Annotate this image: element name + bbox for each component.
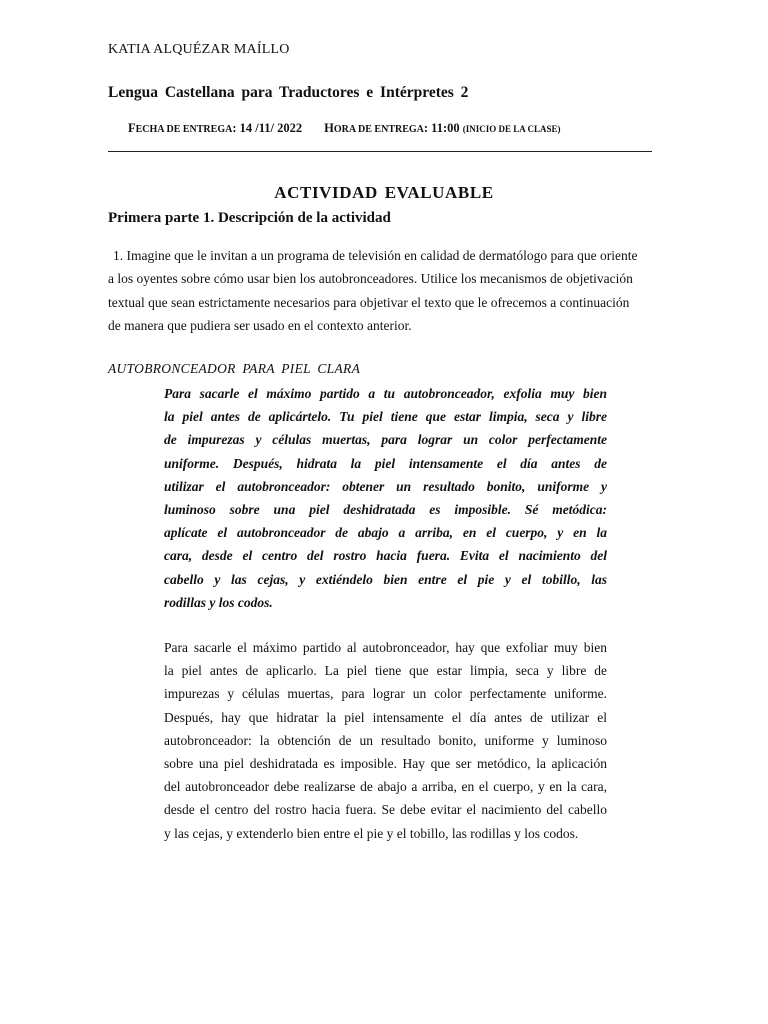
source-text-line: utilizar el autobronceador: obtener un resultado bonito, uniforme y: [164, 478, 607, 494]
instructions-line: a los oyentes sobre cómo usar bien los autobronceadores. Utilice los mecanismos de objetivación: [108, 271, 633, 287]
source-text-line: la piel antes de aplicártelo. Tu piel tiene que estar limpia, seca y libre: [164, 409, 607, 425]
source-text-line: cara, desde el centro del rostro hacia fuera. Evita el nacimiento del: [164, 548, 607, 564]
answer-line: Después, hay que hidratar la piel intensamente el día antes de utilizar el: [164, 709, 607, 725]
course-title: Lengua Castellana para Traductores e Intérpretes 2: [108, 84, 469, 101]
answer-line: desde el centro del rostro hacia fuera. Se debe evitar el nacimiento del cabello: [164, 802, 607, 818]
part-title: Primera parte 1. Descripción de la actividad: [108, 210, 391, 226]
due-time-value: : 11:00: [423, 121, 460, 135]
source-text-line: de impurezas y células muertas, para lograr un color perfectamente: [164, 432, 607, 448]
instructions-line: de manera que pudiera ser usado en el contexto anterior.: [108, 317, 412, 333]
instructions-line: 1. Imagine que le invitan a un programa de televisión en calidad de dermatólogo para que oriente: [113, 248, 638, 263]
instructions-paragraph: [108, 244, 664, 337]
due-date-label: FECHA DE ENTREGA: [128, 121, 233, 135]
answer-line: del autobronceador debe realizarse de abajo a arriba, en el cuerpo, y en la cara,: [164, 779, 607, 795]
source-text-line: rodillas y los codos.: [164, 594, 273, 610]
due-time-label: HORA DE ENTREGA: [324, 121, 424, 135]
author-name: KATIA ALQUÉZAR MAÍLLO: [108, 42, 290, 57]
answer-paragraph: [164, 636, 607, 845]
source-text-line: aplícate el autobronceador de abajo a arriba, en el cuerpo, y en la: [164, 525, 607, 541]
source-text-line: Para sacarle el máximo partido a tu autobronceador, exfolia muy bien: [164, 386, 607, 401]
answer-line: la piel antes de aplicarlo. La piel tiene que estar limpia, seca y libre de: [164, 663, 607, 679]
submission-info: [128, 121, 561, 136]
answer-line: y las cejas, y extenderlo bien entre el pie y el tobillo, las rodillas y los codos.: [164, 825, 579, 841]
due-time-note: (INICIO DE LA CLASE): [462, 124, 561, 134]
source-text-heading: AUTOBRONCEADOR PARA PIEL CLARA: [108, 361, 361, 376]
instructions-line: textual que sean estrictamente necesarios para objetivar el texto que le ofrecemos a continuación: [108, 294, 630, 310]
header-divider: [108, 151, 652, 152]
source-text-line: uniforme. Después, hidrata la piel intensamente el día antes de: [164, 455, 607, 471]
source-text-paragraph: [164, 382, 607, 614]
answer-line: Para sacarle el máximo partido al autobronceador, hay que exfoliar muy bien: [164, 640, 607, 655]
activity-title: ACTIVIDAD EVALUABLE: [274, 183, 494, 202]
answer-line: autobronceador: la obtención de un resultado bonito, uniforme y luminoso: [164, 732, 607, 748]
source-text-line: luminoso sobre una piel deshidratada es imposible. Sé metódica:: [164, 502, 607, 518]
due-date-value: : 14 /11/ 2022: [232, 121, 303, 135]
source-text-line: cabello y las cejas, y extiéndelo bien entre el pie y el tobillo, las: [164, 571, 607, 587]
answer-line: impurezas y células muertas, para lograr un color perfectamente uniforme.: [164, 686, 607, 702]
answer-line: sobre una piel deshidratada es imposible. Hay que ser metódico, la aplicación: [164, 756, 607, 772]
